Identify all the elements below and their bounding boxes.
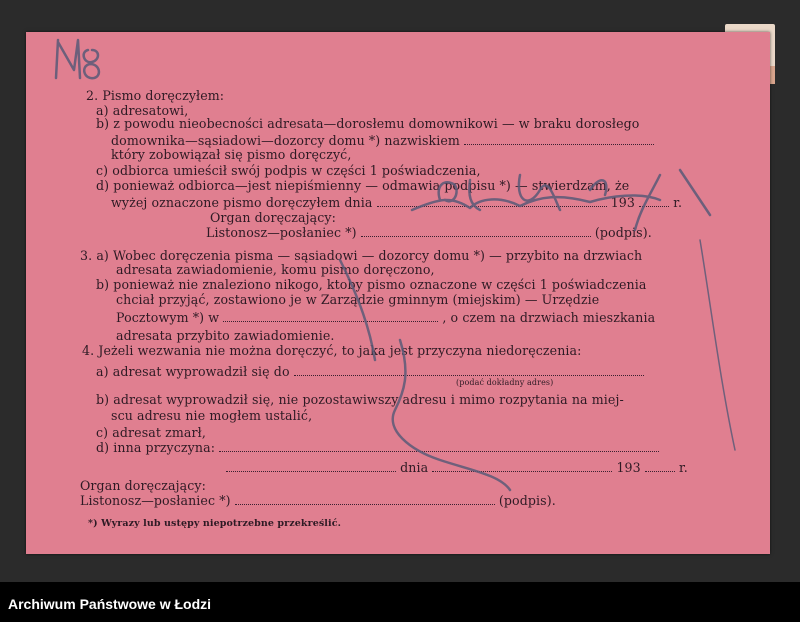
signature-caption: (podpis). [594, 225, 652, 240]
surname-field [464, 133, 654, 145]
delivery-date-field [377, 195, 607, 207]
post-office-label: Pocztowym *) w [116, 310, 220, 325]
item-3b-end: adresata przybito zawiadomienie. [116, 328, 335, 343]
organ-label: Organ doręczający: [210, 210, 336, 225]
year-suffix: r. [673, 195, 683, 210]
signature-field [361, 225, 591, 237]
item-3b-post-office [116, 310, 655, 325]
place-field [226, 460, 396, 472]
item-3a-continued: adresata zawiadomienie, komu pismo doręczono, [116, 262, 435, 277]
section-2-heading: 2. Pismo doręczyłem: [86, 88, 225, 103]
year-prefix-2: 193 [616, 460, 641, 475]
year-prefix: 193 [610, 195, 636, 210]
section-4-date-line [226, 460, 688, 475]
item-2d-date-line [111, 195, 682, 210]
other-reason-label: d) inna przyczyna: [96, 440, 216, 455]
item-2b-continued [111, 133, 654, 148]
item-2a: a) adresatowi, [96, 103, 189, 118]
signature-field-2 [235, 493, 495, 505]
item-2b-text: domownika—sąsiadowi—dozorcy domu *) nazwiskiem [111, 133, 460, 148]
section-4-heading: 4. Jeżeli wezwania nie można doręczyć, to jaka jest przyczyna niedoręczenia: [82, 343, 582, 358]
year-field-2 [645, 460, 675, 472]
organ-label-2: Organ doręczający: [80, 478, 206, 493]
item-4d [96, 440, 659, 455]
year-field [639, 195, 669, 207]
signature-caption-2: (podpis). [498, 493, 556, 508]
item-2d: d) ponieważ odbiorca—jest niepiśmienny — odmawia podpisu *) — stwierdzam, że [96, 178, 630, 193]
moved-to-label: a) adresat wyprowadził się do [96, 364, 290, 379]
archive-name: Archiwum Państwowe w Łodzi [8, 596, 212, 612]
item-2c: c) odbiorca umieścił swój podpis w części 1 poświadczenia, [96, 163, 481, 178]
address-hint: (podać dokładny adres) [456, 378, 554, 387]
year-suffix-2: r. [679, 460, 688, 475]
item-2b: b) z powodu nieobecności adresata—dorosłemu domownikowi — w braku dorosłego [96, 116, 640, 131]
delivery-date-label: wyżej oznaczone pismo doręczyłem dnia [111, 195, 373, 210]
archive-footer [0, 582, 800, 622]
date-field [432, 460, 612, 472]
new-address-field [294, 364, 644, 376]
item-3a: 3. a) Wobec doręczenia pisma — sąsiadowi — dozorcy domu *) — przybito na drzwiach [80, 248, 643, 263]
item-4b-continued: scu adresu nie mogłem ustalić, [111, 408, 313, 423]
delivery-form-card [26, 32, 770, 554]
postman-label-2: Listonosz—posłaniec *) [80, 493, 231, 508]
postman-signature-line-2 [80, 493, 556, 508]
item-2b-obligation: który zobowiązał się pismo doręczyć, [111, 147, 352, 162]
postman-signature-line [206, 225, 652, 240]
post-office-suffix: , o czem na drzwiach mieszkania [442, 310, 656, 325]
item-3b: b) ponieważ nie znaleziono nikogo, ktoby pismo oznaczone w części 1 poświadczenia [96, 277, 647, 292]
item-4a [96, 364, 644, 379]
post-office-field [223, 310, 438, 322]
item-4c: c) adresat zmarł, [96, 425, 206, 440]
item-3b-continued: chciał przyjąć, zostawiono je w Zarządzie gminnym (miejskim) — Urzędzie [116, 292, 600, 307]
date-label: dnia [400, 460, 429, 475]
item-4b: b) adresat wyprowadził się, nie pozostawiwszy adresu i mimo rozpytania na miej- [96, 392, 624, 407]
other-reason-field [219, 440, 659, 452]
footnote: *) Wyrazy lub ustępy niepotrzebne przekreślić. [88, 518, 342, 529]
postman-label: Listonosz—posłaniec *) [206, 225, 357, 240]
